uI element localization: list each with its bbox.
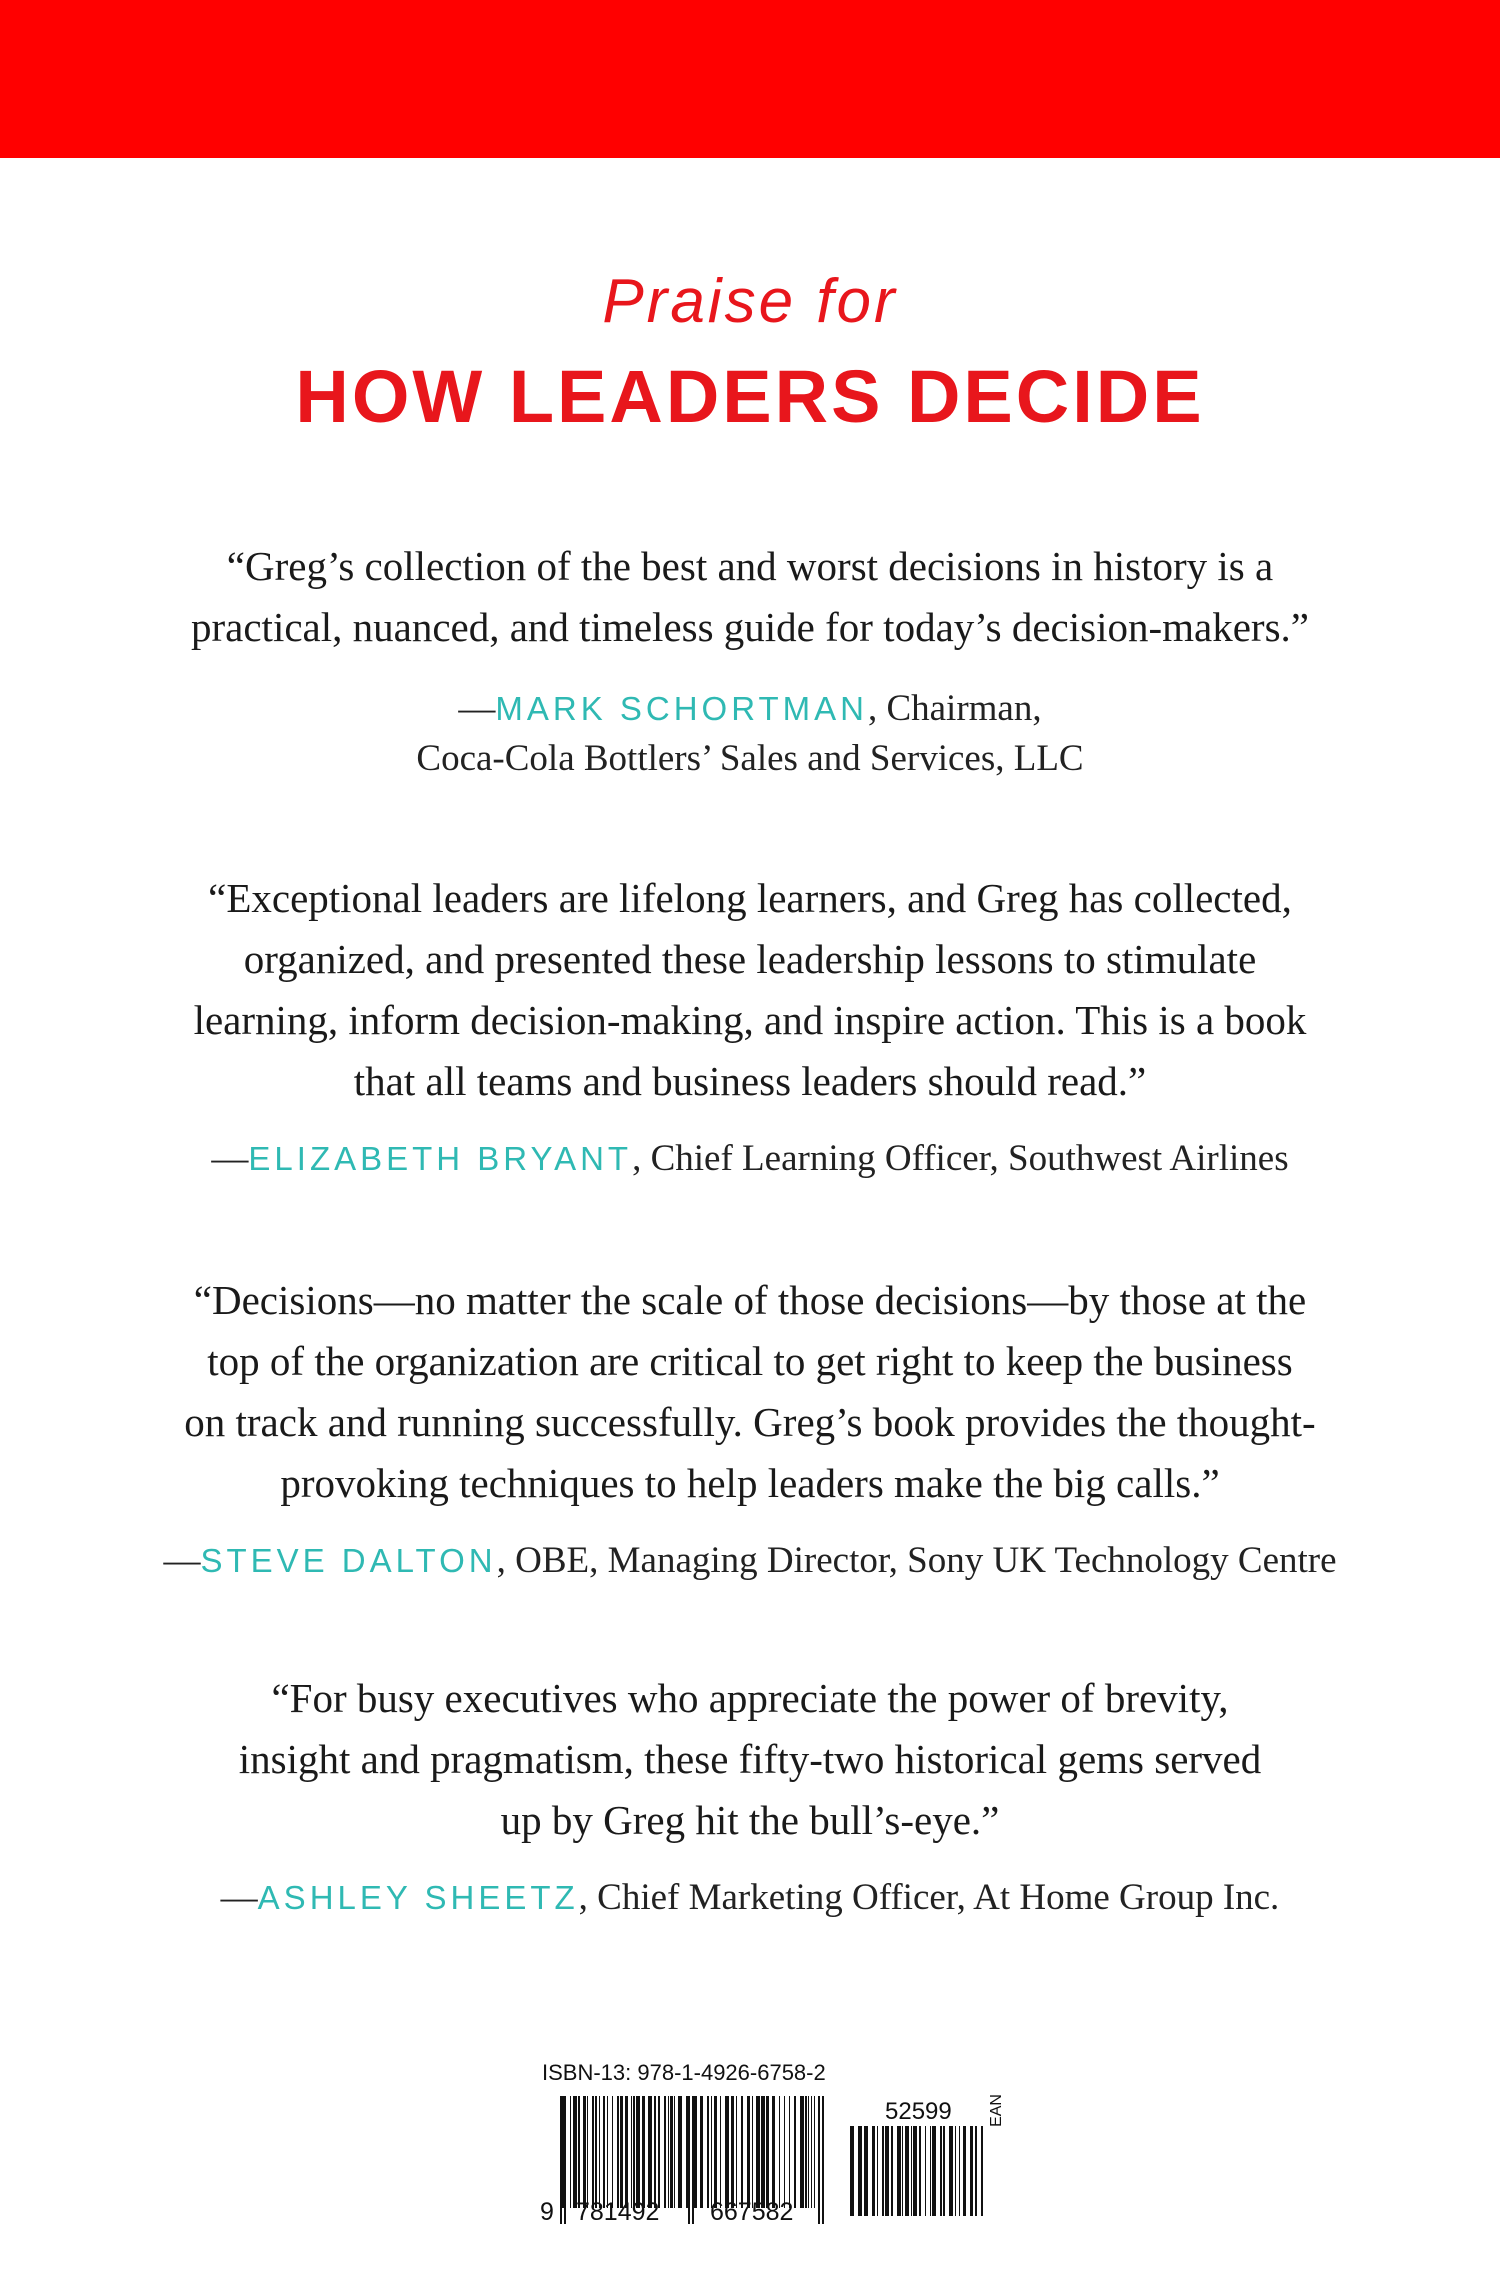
barcode-bar xyxy=(930,2126,931,2216)
blurb-4 xyxy=(100,1668,1400,1923)
barcode-bar xyxy=(633,2096,635,2208)
praise-for-heading: Praise for xyxy=(602,267,898,336)
barcode-bar xyxy=(877,2126,878,2216)
barcode-bar xyxy=(905,2126,909,2216)
barcode-bar xyxy=(570,2096,571,2208)
barcode-bar xyxy=(707,2096,709,2208)
barcode-bar xyxy=(583,2096,586,2208)
barcode-bar xyxy=(620,2096,623,2208)
barcode-bar xyxy=(625,2096,628,2208)
barcode-bar xyxy=(955,2126,956,2216)
barcode-bar xyxy=(603,2096,605,2208)
price-barcode xyxy=(850,2126,983,2216)
endorser-role: , Chief Marketing Officer, At Home Group Inc. xyxy=(578,1877,1280,1918)
quote-line: top of the organization are critical to get right to keep the business xyxy=(207,1338,1293,1384)
red-top-band xyxy=(0,0,1500,158)
barcode-bar xyxy=(587,2096,588,2208)
barcode-bar xyxy=(578,2096,580,2208)
barcode-bar xyxy=(756,2096,760,2208)
barcode-bar xyxy=(736,2096,737,2208)
barcode-bar xyxy=(794,2096,796,2208)
blurb-attribution xyxy=(100,1873,1400,1923)
attribution-dash: — xyxy=(458,688,496,729)
barcode-guard-bar xyxy=(822,2096,824,2224)
quote-line: organized, and presented these leadership lessons to stimulate xyxy=(243,936,1257,982)
blurb-2 xyxy=(100,868,1400,1184)
barcode-bar xyxy=(872,2126,875,2216)
barcode-bar xyxy=(752,2096,753,2208)
barcode-bar xyxy=(678,2096,682,2208)
attribution-dash: — xyxy=(220,1877,258,1918)
barcode-bar xyxy=(741,2096,743,2208)
barcode-bar xyxy=(670,2096,673,2208)
endorser-role: , OBE, Managing Director, Sony UK Technology Centre xyxy=(496,1540,1337,1581)
quote-line: on track and running successfully. Greg’s book provides the thought- xyxy=(184,1399,1316,1445)
barcode-bar xyxy=(617,2096,619,2208)
isbn-barcode xyxy=(540,2060,1020,2230)
barcode-bar xyxy=(800,2096,804,2208)
quote-line: that all teams and business leaders should read.” xyxy=(353,1058,1147,1104)
quote-line: provoking techniques to help leaders make the big calls.” xyxy=(280,1460,1220,1506)
ean-label: EAN xyxy=(988,2094,1005,2127)
barcode-bar xyxy=(607,2096,608,2208)
blurb-attribution xyxy=(100,1536,1400,1586)
barcode-bar xyxy=(731,2096,734,2208)
barcode-bar xyxy=(959,2126,960,2216)
barcode-bar xyxy=(882,2126,884,2216)
blurb-1 xyxy=(100,536,1400,784)
barcode-bar xyxy=(897,2126,901,2216)
barcode-bar xyxy=(711,2096,712,2208)
barcode-bar xyxy=(664,2096,666,2208)
blurb-quote xyxy=(100,1270,1400,1514)
barcode-bar xyxy=(784,2096,785,2208)
barcode-bar xyxy=(949,2126,953,2216)
quote-line: up by Greg hit the bull’s-eye.” xyxy=(500,1797,1000,1843)
barcode-bar xyxy=(975,2126,977,2216)
barcode-bar xyxy=(720,2096,721,2208)
barcode-bar xyxy=(932,2126,936,2216)
barcode-guard-bar xyxy=(692,2096,694,2224)
barcode-bar xyxy=(747,2096,750,2208)
barcode-bar xyxy=(919,2126,921,2216)
barcode-bar xyxy=(850,2126,854,2216)
barcode-bar xyxy=(814,2096,815,2208)
quote-line: “For busy executives who appreciate the power of brevity, xyxy=(271,1675,1229,1721)
barcode-bar xyxy=(779,2096,780,2208)
blurb-attribution xyxy=(100,684,1400,784)
barcode-bar xyxy=(925,2126,926,2216)
barcode-bar xyxy=(654,2096,656,2208)
barcode-bar xyxy=(970,2126,973,2216)
blurb-3 xyxy=(100,1270,1400,1586)
barcode-guard-bar xyxy=(564,2096,566,2224)
quote-line: “Decisions—no matter the scale of those decisions—by those at the xyxy=(193,1277,1307,1323)
barcode-digits-right: 667582 xyxy=(710,2198,794,2226)
blurb-attribution xyxy=(100,1134,1400,1184)
blurb-quote xyxy=(100,536,1400,658)
barcode-bar xyxy=(636,2096,640,2208)
barcode-bar xyxy=(913,2126,917,2216)
endorser-company: Coca-Cola Bottlers’ Sales and Services, LLC xyxy=(416,738,1084,779)
isbn-label: ISBN-13: 978-1-4926-6758-2 xyxy=(542,2060,826,2085)
barcode-bar xyxy=(943,2126,945,2216)
barcode-bar xyxy=(714,2096,717,2208)
barcode-bar xyxy=(658,2096,660,2208)
endorser-name: STEVE DALTON xyxy=(200,1542,497,1579)
barcode-bar xyxy=(940,2126,942,2216)
barcode-bar xyxy=(674,2096,675,2208)
barcode-bar xyxy=(694,2096,697,2208)
barcode-bar xyxy=(648,2096,652,2208)
endorser-name: ASHLEY SHEETZ xyxy=(257,1879,579,1916)
attribution-dash: — xyxy=(211,1138,249,1179)
barcode-bar xyxy=(599,2096,600,2208)
barcode-bar xyxy=(789,2096,790,2208)
barcode-bar xyxy=(700,2096,703,2208)
barcode-bar xyxy=(612,2096,613,2208)
barcode-bar xyxy=(808,2096,809,2208)
quote-line: learning, inform decision-making, and inspire action. This is a book xyxy=(193,997,1307,1043)
barcode-digits-left: 781492 xyxy=(576,2198,660,2226)
barcode-bar xyxy=(981,2126,983,2216)
price-code: 52599 xyxy=(885,2098,952,2125)
barcode-bar xyxy=(766,2096,769,2208)
endorser-role: , Chairman, xyxy=(867,688,1042,729)
quote-line: “Greg’s collection of the best and worst decisions in history is a xyxy=(226,543,1274,589)
barcode-bar xyxy=(911,2126,912,2216)
book-title: HOW LEADERS DECIDE xyxy=(295,355,1205,438)
endorser-name: ELIZABETH BRYANT xyxy=(248,1140,633,1177)
barcode-digit-first: 9 xyxy=(540,2198,554,2226)
endorser-role: , Chief Learning Officer, Southwest Airlines xyxy=(632,1138,1289,1179)
barcode-bar xyxy=(631,2096,632,2208)
barcode-bar xyxy=(885,2126,889,2216)
blurb-quote xyxy=(100,868,1400,1112)
barcode-bar xyxy=(963,2126,966,2216)
barcode-guard-bar xyxy=(560,2096,562,2224)
quote-line: “Exceptional leaders are lifelong learners, and Greg has collected, xyxy=(208,875,1292,921)
barcode-bar xyxy=(761,2096,765,2208)
barcode-bar xyxy=(858,2126,862,2216)
blurb-quote xyxy=(100,1668,1400,1851)
barcode-bar xyxy=(592,2096,594,2208)
endorser-name: MARK SCHORTMAN xyxy=(495,690,868,727)
barcode-bar xyxy=(595,2096,597,2208)
barcode-bar xyxy=(902,2126,903,2216)
barcode-bar xyxy=(805,2096,807,2208)
quote-line: insight and pragmatism, these fifty-two historical gems served xyxy=(238,1736,1262,1782)
quote-line: practical, nuanced, and timeless guide for today’s decision-makers.” xyxy=(191,604,1309,650)
barcode-guard-bar xyxy=(688,2096,690,2224)
barcode-bar xyxy=(811,2096,812,2208)
barcode-bar xyxy=(573,2096,577,2208)
barcode-bar xyxy=(642,2096,645,2208)
barcode-bar xyxy=(891,2126,893,2216)
barcode-bar xyxy=(864,2126,868,2216)
barcode-bar xyxy=(725,2096,729,2208)
barcode-bar xyxy=(772,2096,775,2208)
attribution-dash: — xyxy=(163,1540,201,1581)
barcode-guard-bar xyxy=(818,2096,820,2224)
barcode-bar xyxy=(668,2096,669,2208)
